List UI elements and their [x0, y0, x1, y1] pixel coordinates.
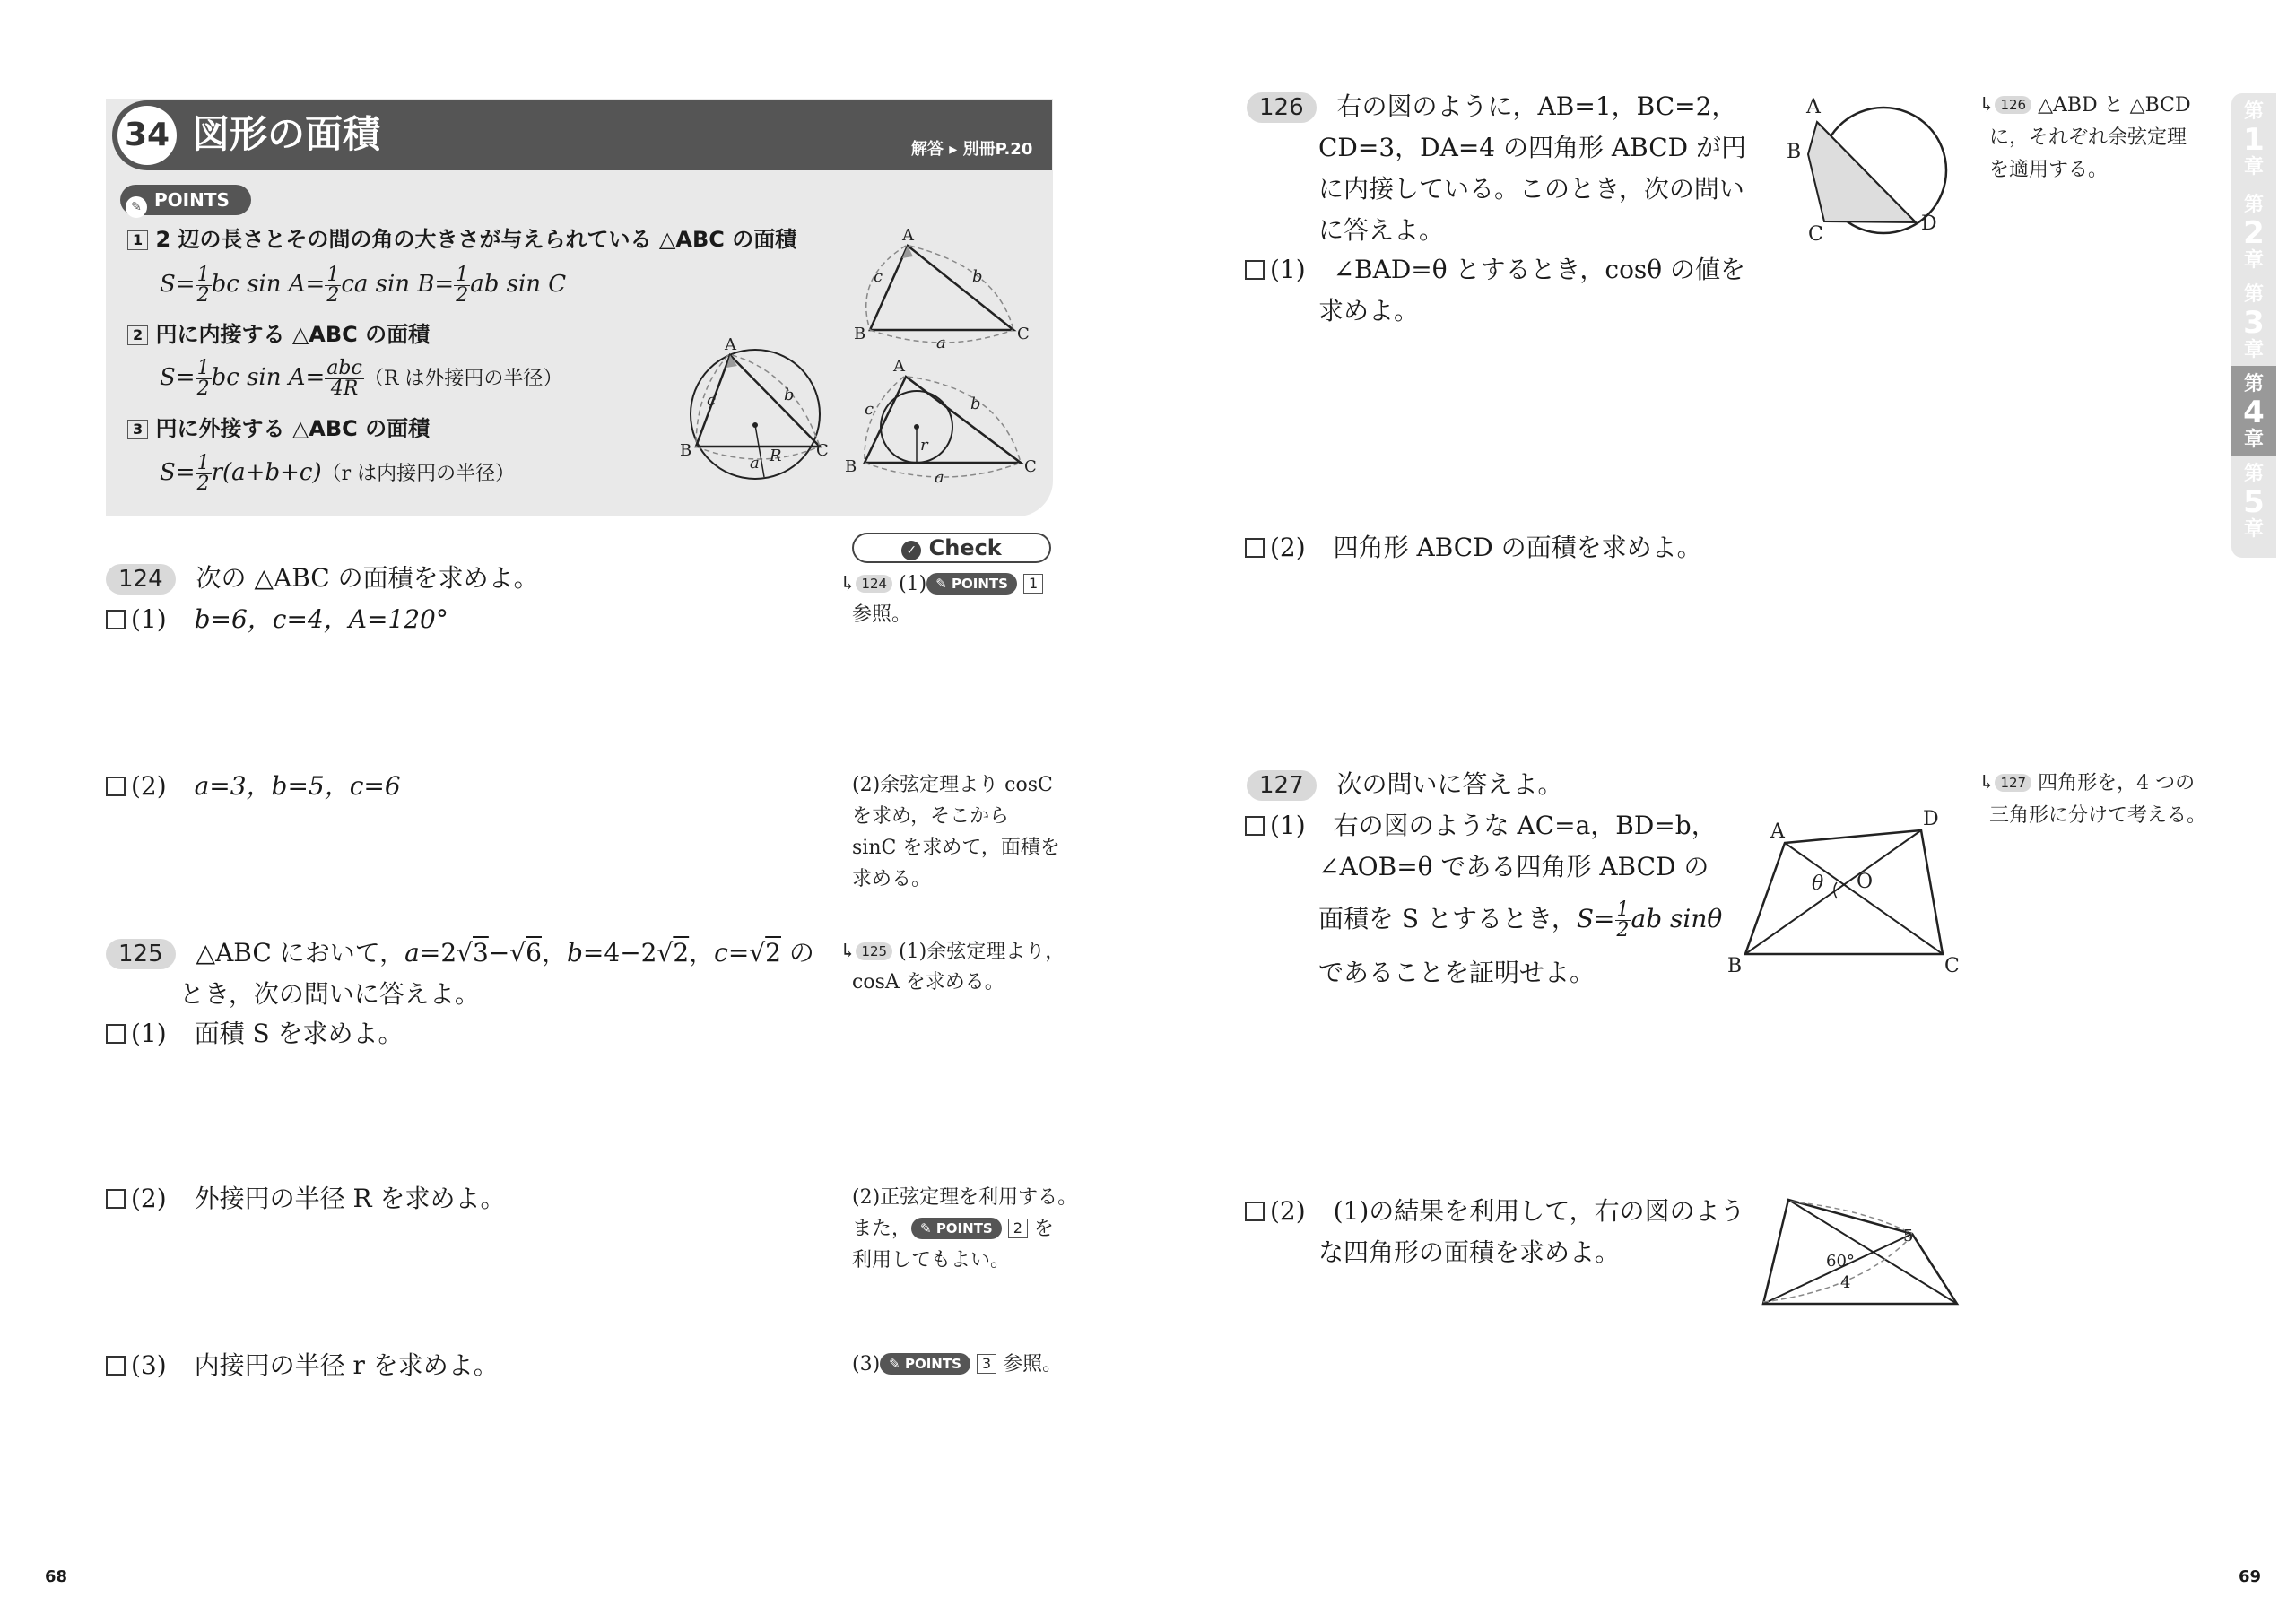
hint-127-2: 三角形に分けて考える。 [1989, 804, 2207, 827]
problem-127-q1: (1) 右の図のような AC=a，BD=b， [1245, 805, 1717, 846]
svg-text:B: B [1727, 955, 1743, 977]
q-checkbox[interactable] [1245, 260, 1265, 280]
svg-text:B: B [1787, 141, 1802, 163]
svg-text:θ: θ [1812, 872, 1824, 895]
svg-text:C: C [1017, 325, 1030, 343]
problem-126-q1-2: 求めよ。 [1318, 296, 1420, 325]
point-1-formula: S= $\frac{1}{2}$ bc sin A= $\frac{1}{2}$ ca sin B= $\frac{1}{2}$ ab sin C [160, 263, 567, 307]
problem-124-q1: (1) b=6，c=4，A=120° [106, 599, 448, 640]
problem-126-q2: (2) 四角形 ABCD の面積を求めよ。 [1245, 527, 1702, 568]
chapter-tab-1[interactable]: 第 1 章 [2231, 93, 2276, 195]
hint-126-2: に，それぞれ余弦定理 [1989, 126, 2187, 149]
svg-text:c: c [874, 267, 883, 286]
problem-126-stem-4: に答えよ。 [1318, 215, 1445, 245]
svg-text:C: C [1944, 955, 1960, 977]
svg-text:a: a [750, 454, 760, 473]
svg-text:C: C [1808, 223, 1823, 246]
problem-126-stem: 126 右の図のように，AB=1，BC=2， [1247, 86, 1736, 127]
problem-127-stem: 127 次の問いに答えよ。 [1247, 764, 1563, 805]
svg-text:c: c [865, 400, 874, 419]
hint-125-1b: cosA を求める。 [852, 971, 1004, 994]
point-2-formula: S= $\frac{1}{2}$ bc sin A= $\frac{\text{abc}}{4R}$ （R は外接円の半径） [160, 356, 563, 400]
svg-text:4: 4 [1840, 1273, 1851, 1292]
problem-125-q3: (3) 内接円の半径 r を求めよ。 [106, 1345, 499, 1386]
q-checkbox[interactable] [106, 1356, 126, 1376]
svg-text:B: B [845, 457, 857, 476]
svg-text:C: C [816, 441, 829, 460]
hint-125-1: ↳ 125 (1)余弦定理より， [839, 941, 1065, 963]
points-label: ✎ POINTS [120, 185, 251, 215]
point-1-heading: 1 2 辺の長さとその間の角の大きさが与えられている △ABC の面積 [127, 219, 796, 260]
svg-text:A: A [1770, 820, 1785, 843]
point-3-heading: 3 円に外接する △ABC の面積 [127, 408, 430, 449]
page-number-left: 68 [45, 1567, 68, 1586]
q-checkbox[interactable] [1245, 816, 1265, 836]
q-checkbox[interactable] [1245, 538, 1265, 558]
svg-text:C: C [1024, 457, 1037, 476]
q-checkbox[interactable] [106, 777, 126, 796]
hint-126-3: を適用する。 [1989, 159, 2109, 181]
svg-text:b: b [970, 395, 981, 413]
svg-text:B: B [854, 325, 866, 343]
problem-126-diagram [1783, 90, 1971, 251]
section-number: 34 [124, 117, 170, 153]
svg-text:b: b [972, 267, 983, 286]
problem-127-diagram-1 [1722, 805, 1973, 985]
point-3-formula: S= $\frac{1}{2}$ r(a+b+c)（r は内接円の半径） [160, 451, 516, 495]
svg-text:O: O [1857, 871, 1874, 893]
points-diagrams [678, 221, 1046, 500]
answer-reference: 解答 ▸ 別冊P.20 [911, 140, 1033, 159]
problem-127-q1-2: ∠AOB=θ である四角形 ABCD の [1318, 852, 1709, 881]
q-checkbox[interactable] [106, 610, 126, 629]
problem-127-diagram-2 [1754, 1191, 1970, 1313]
problem-125-stem: 125 △ABC において，a=2√3−√6，b=4−2√2，c=√2 の [106, 933, 814, 974]
problem-124-q2: (2) a=3，b=5，c=6 [106, 766, 401, 807]
svg-text:c: c [707, 391, 717, 410]
hint-127: ↳ 127 四角形を，4 つの [1979, 772, 2196, 794]
chapter-tab-4[interactable]: 第 4 章 [2231, 366, 2276, 468]
section-title: 図形の面積 [192, 112, 381, 156]
triangle-diagram [854, 226, 1030, 352]
svg-text:B: B [680, 441, 692, 460]
inscribed-circle-diagram [845, 357, 1037, 487]
svg-text:a: a [936, 334, 946, 352]
circumscribed-circle-diagram [680, 335, 829, 479]
chapter-tab-2[interactable]: 第 2 章 [2231, 187, 2276, 289]
problem-125-q1: (1) 面積 S を求めよ。 [106, 1013, 404, 1055]
hint-124-2: (2)余弦定理より cosC を求め，そこから sinC を求めて，面積を 求める。 [852, 774, 1060, 890]
pencil-icon: ✎ [126, 196, 147, 218]
point-2-heading: 2 円に内接する △ABC の面積 [127, 314, 430, 355]
problem-127-q2-2: な四角形の面積を求めよ。 [1318, 1237, 1621, 1267]
hint-126: ↳ 126 △ABD と △BCD [1979, 94, 2191, 117]
problem-126-q1: (1) ∠BAD=θ とするとき，cosθ の値を [1245, 249, 1745, 291]
check-badge: ✓ Check [852, 533, 1051, 563]
checkmark-icon: ✓ [901, 541, 921, 560]
problem-127-q1-3: 面積を S とするとき，S= $\frac{1}{2}$ ab sinθ [1318, 898, 1723, 942]
svg-text:A: A [902, 226, 914, 245]
svg-text:r: r [920, 436, 928, 455]
q-checkbox[interactable] [106, 1024, 126, 1044]
svg-text:A: A [725, 335, 736, 354]
problem-124-stem: 124 次の △ABC の面積を求めよ。 [106, 558, 539, 599]
hint-124-1b: 参照。 [852, 603, 912, 626]
problem-125-stem-2: とき，次の問いに答えよ。 [179, 979, 480, 1009]
q-checkbox[interactable] [1245, 1202, 1265, 1221]
problem-125-q2: (2) 外接円の半径 R を求めよ。 [106, 1178, 505, 1219]
svg-text:A: A [1806, 96, 1821, 118]
svg-text:D: D [1923, 808, 1939, 830]
svg-text:a: a [935, 468, 944, 487]
svg-text:5: 5 [1903, 1227, 1914, 1245]
svg-text:A: A [893, 357, 905, 376]
hint-124-1: ↳ 124 (1) ✎ POINTS 1 [839, 568, 1043, 600]
chapter-tab-5[interactable]: 第 5 章 [2231, 456, 2276, 558]
svg-text:b: b [784, 386, 795, 404]
svg-text:R: R [770, 447, 782, 465]
chapter-tab-3[interactable]: 第 3 章 [2231, 276, 2276, 378]
hint-125-2: (2)正弦定理を利用する。 また， ✎ POINTS 2 を 利用してもよい。 [852, 1186, 1078, 1271]
hint-125-3: (3) ✎ POINTS 3 参照。 [852, 1353, 1063, 1376]
problem-127-q2: (2) (1)の結果を利用して，右の図のよう [1245, 1191, 1745, 1232]
problem-126-stem-3: に内接している。このとき，次の問い [1318, 174, 1744, 204]
q-checkbox[interactable] [106, 1189, 126, 1209]
problem-127-q1-4: であることを証明せよ。 [1318, 958, 1596, 987]
svg-text:60°: 60° [1826, 1252, 1855, 1271]
problem-126-stem-2: CD=3，DA=4 の四角形 ABCD が円 [1318, 133, 1746, 162]
svg-text:D: D [1921, 213, 1937, 235]
page-number-right: 69 [2239, 1567, 2262, 1586]
